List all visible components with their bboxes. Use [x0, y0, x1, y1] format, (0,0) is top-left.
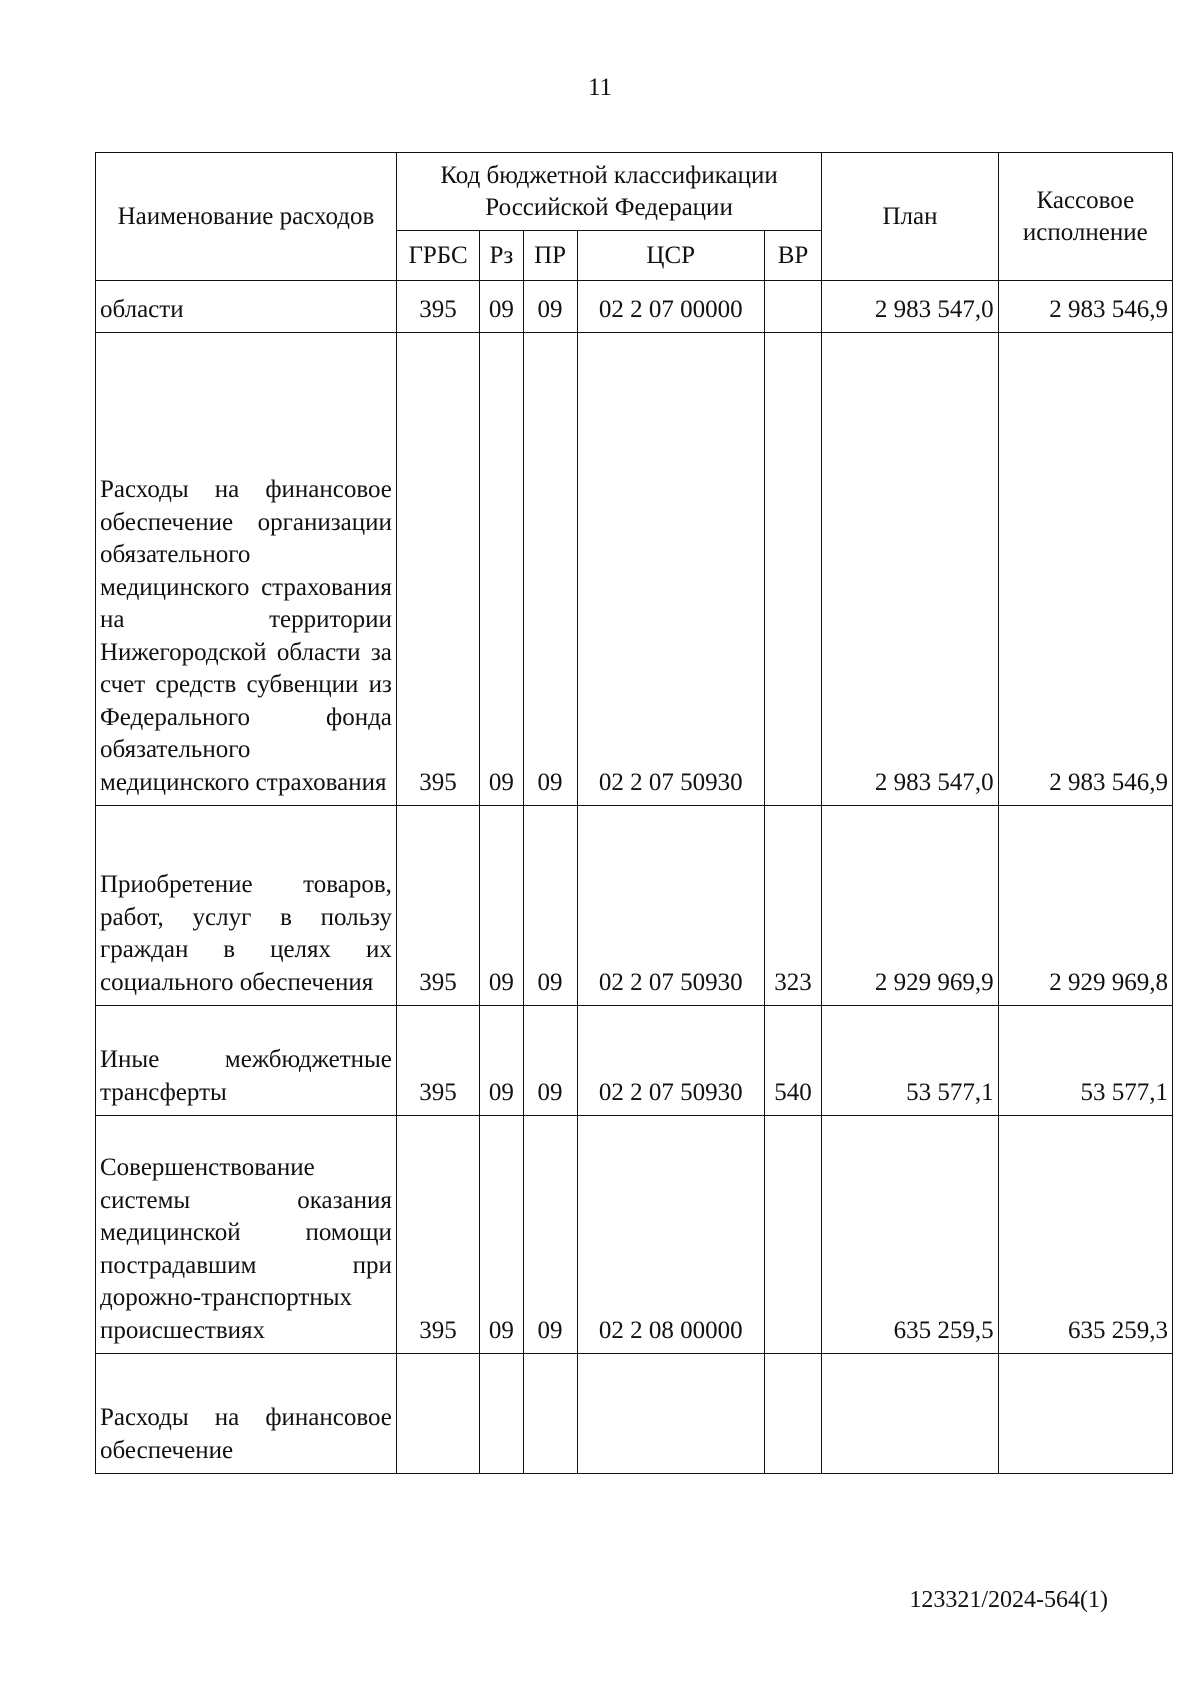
- row-rz: 09: [480, 1006, 523, 1116]
- row-rz: [480, 1354, 523, 1474]
- table-row: [96, 1116, 1173, 1354]
- header-plan: План: [822, 153, 998, 281]
- row-grbs: 395: [396, 1006, 479, 1116]
- row-execution: 2 983 546,9: [998, 333, 1172, 806]
- row-rz: 09: [480, 806, 523, 1006]
- row-grbs: 395: [396, 333, 479, 806]
- row-pr: 09: [523, 333, 577, 806]
- table-row: [96, 1354, 1173, 1474]
- row-rz: 09: [480, 281, 523, 333]
- document-registration-number: 123321/2024-564(1): [909, 1587, 1108, 1613]
- row-execution: 2 929 969,8: [998, 806, 1172, 1006]
- row-name: Совершенствование системы оказания медицинской помощи пострадавшим при дорожно-транспортных происшествиях: [96, 1116, 397, 1354]
- table-row: [96, 333, 1173, 806]
- header-code-group: Код бюджетной классификации Российской Федерации: [396, 153, 821, 231]
- row-pr: 09: [523, 1006, 577, 1116]
- row-csr: 02 2 07 50930: [577, 806, 764, 1006]
- row-plan: 2 983 547,0: [822, 281, 998, 333]
- row-execution: 635 259,3: [998, 1116, 1172, 1354]
- row-plan: 2 983 547,0: [822, 333, 998, 806]
- header-rz: Рз: [480, 231, 523, 281]
- row-csr: 02 2 08 00000: [577, 1116, 764, 1354]
- row-plan: [822, 1354, 998, 1474]
- row-pr: [523, 1354, 577, 1474]
- row-execution: 2 983 546,9: [998, 281, 1172, 333]
- header-grbs: ГРБС: [396, 231, 479, 281]
- row-pr: 09: [523, 281, 577, 333]
- row-name: Иные межбюджетные трансферты: [96, 1006, 397, 1116]
- row-vr: [764, 281, 821, 333]
- row-vr: 540: [764, 1006, 821, 1116]
- row-rz: 09: [480, 333, 523, 806]
- row-grbs: 395: [396, 806, 479, 1006]
- row-grbs: [396, 1354, 479, 1474]
- header-execution: Кассовое исполнение: [998, 153, 1172, 281]
- row-vr: [764, 1354, 821, 1474]
- row-execution: 53 577,1: [998, 1006, 1172, 1116]
- row-name: Расходы на финансовое обеспечение организации обязательного медицинского страхования на территории Нижегородской области за счет средств субвенции из Федерального фонда обязательного медицинского страхования: [96, 333, 397, 806]
- row-csr: 02 2 07 00000: [577, 281, 764, 333]
- row-csr: 02 2 07 50930: [577, 1006, 764, 1116]
- row-plan: 2 929 969,9: [822, 806, 998, 1006]
- row-pr: 09: [523, 806, 577, 1006]
- row-plan: 635 259,5: [822, 1116, 998, 1354]
- header-csr: ЦСР: [577, 231, 764, 281]
- header-vr: ВР: [764, 231, 821, 281]
- page-number: 11: [587, 74, 613, 101]
- header-name: Наименование расходов: [96, 153, 397, 281]
- row-vr: [764, 333, 821, 806]
- row-grbs: 395: [396, 281, 479, 333]
- row-name: Расходы на финансовое обеспечение: [96, 1354, 397, 1474]
- row-grbs: 395: [396, 1116, 479, 1354]
- row-csr: 02 2 07 50930: [577, 333, 764, 806]
- row-execution: [998, 1354, 1172, 1474]
- table-row: [96, 1006, 1173, 1116]
- row-csr: [577, 1354, 764, 1474]
- header-pr: ПР: [523, 231, 577, 281]
- row-name: области: [96, 281, 397, 333]
- budget-table: [95, 152, 1173, 1474]
- row-rz: 09: [480, 1116, 523, 1354]
- row-vr: 323: [764, 806, 821, 1006]
- row-name: Приобретение товаров, работ, услуг в пользу граждан в целях их социального обеспечения: [96, 806, 397, 1006]
- row-plan: 53 577,1: [822, 1006, 998, 1116]
- table-row: [96, 806, 1173, 1006]
- table-row: [96, 281, 1173, 333]
- row-pr: 09: [523, 1116, 577, 1354]
- row-vr: [764, 1116, 821, 1354]
